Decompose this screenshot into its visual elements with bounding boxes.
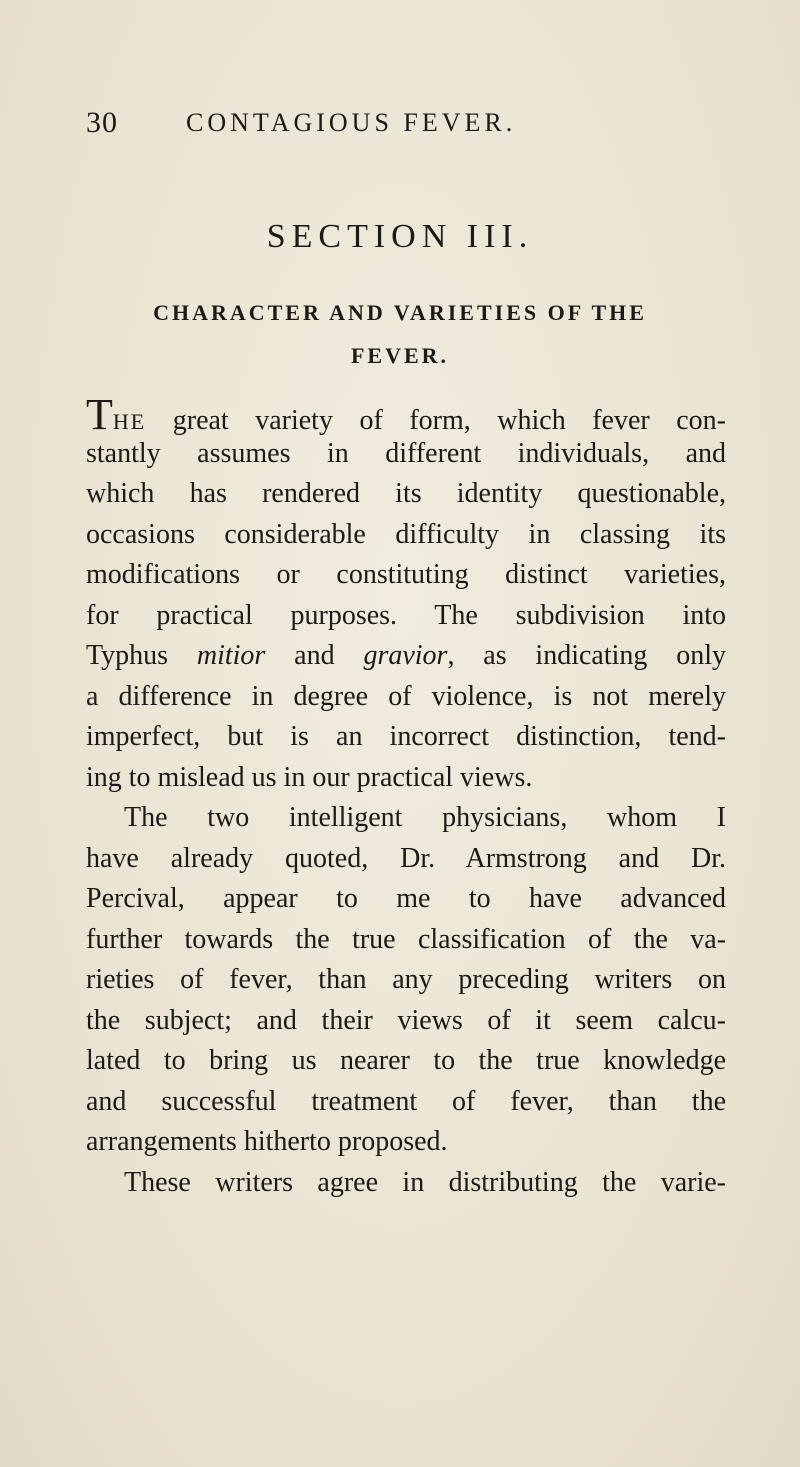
text-line: These writers agree in distributing the varie- <box>124 1167 726 1198</box>
text-line: The two intelligent physicians, whom I <box>124 802 726 833</box>
text-line <box>86 636 726 677</box>
text-line: imperfect, but is an incorrect distinction, tend- <box>86 721 726 752</box>
section-subheading-line-1: CHARACTER AND VARIETIES OF THE <box>153 300 647 325</box>
running-title: CONTAGIOUS FEVER. <box>186 108 517 137</box>
text-line: occasions considerable difficulty in classing its <box>86 518 726 550</box>
text-line: have already quoted, Dr. Armstrong and Dr. <box>86 842 726 874</box>
text-span: great variety of form, which fever con- <box>146 405 726 436</box>
italic-term-mitior: mitior <box>196 640 266 671</box>
italic-term-gravior: gravior <box>363 640 448 671</box>
text-line: ing to mislead us in our practical views. <box>86 761 533 793</box>
text-line: Percival, appear to me to have advanced <box>86 883 726 914</box>
text-line: for practical purposes. The subdivision into <box>86 599 726 631</box>
text-line: modifications or constituting distinct varieties, <box>86 559 726 590</box>
text-line: rieties of fever, than any preceding writers on <box>86 964 726 995</box>
text-line: a difference in degree of violence, is not merely <box>86 680 726 712</box>
text-line: arrangements hitherto proposed. <box>86 1126 448 1157</box>
text-span: Typhus <box>86 640 197 671</box>
text-line: further towards the true classification of the va- <box>86 923 726 955</box>
small-caps-word: HE <box>112 409 147 434</box>
page-number: 30 <box>86 106 118 139</box>
text-span: and <box>265 640 364 671</box>
drop-cap: T <box>86 390 113 439</box>
text-line: stantly assumes in different individuals, and <box>86 437 726 469</box>
paragraph-1 <box>86 390 726 798</box>
section-subheading-line-2: FEVER. <box>350 343 450 368</box>
text-line: lated to bring us nearer to the true knowledge <box>86 1045 726 1076</box>
text-line: the subject; and their views of it seem calcu- <box>86 1004 726 1036</box>
running-head <box>86 106 726 146</box>
paragraph-2 <box>86 798 726 1163</box>
text-line: which has rendered its identity questionable, <box>86 478 726 509</box>
text-line <box>86 390 726 439</box>
section-heading: SECTION III. <box>266 218 534 255</box>
text-span: , as indicating only <box>447 640 726 671</box>
paragraph-3 <box>86 1163 726 1204</box>
text-line: and successful treatment of fever, than the <box>86 1085 726 1117</box>
